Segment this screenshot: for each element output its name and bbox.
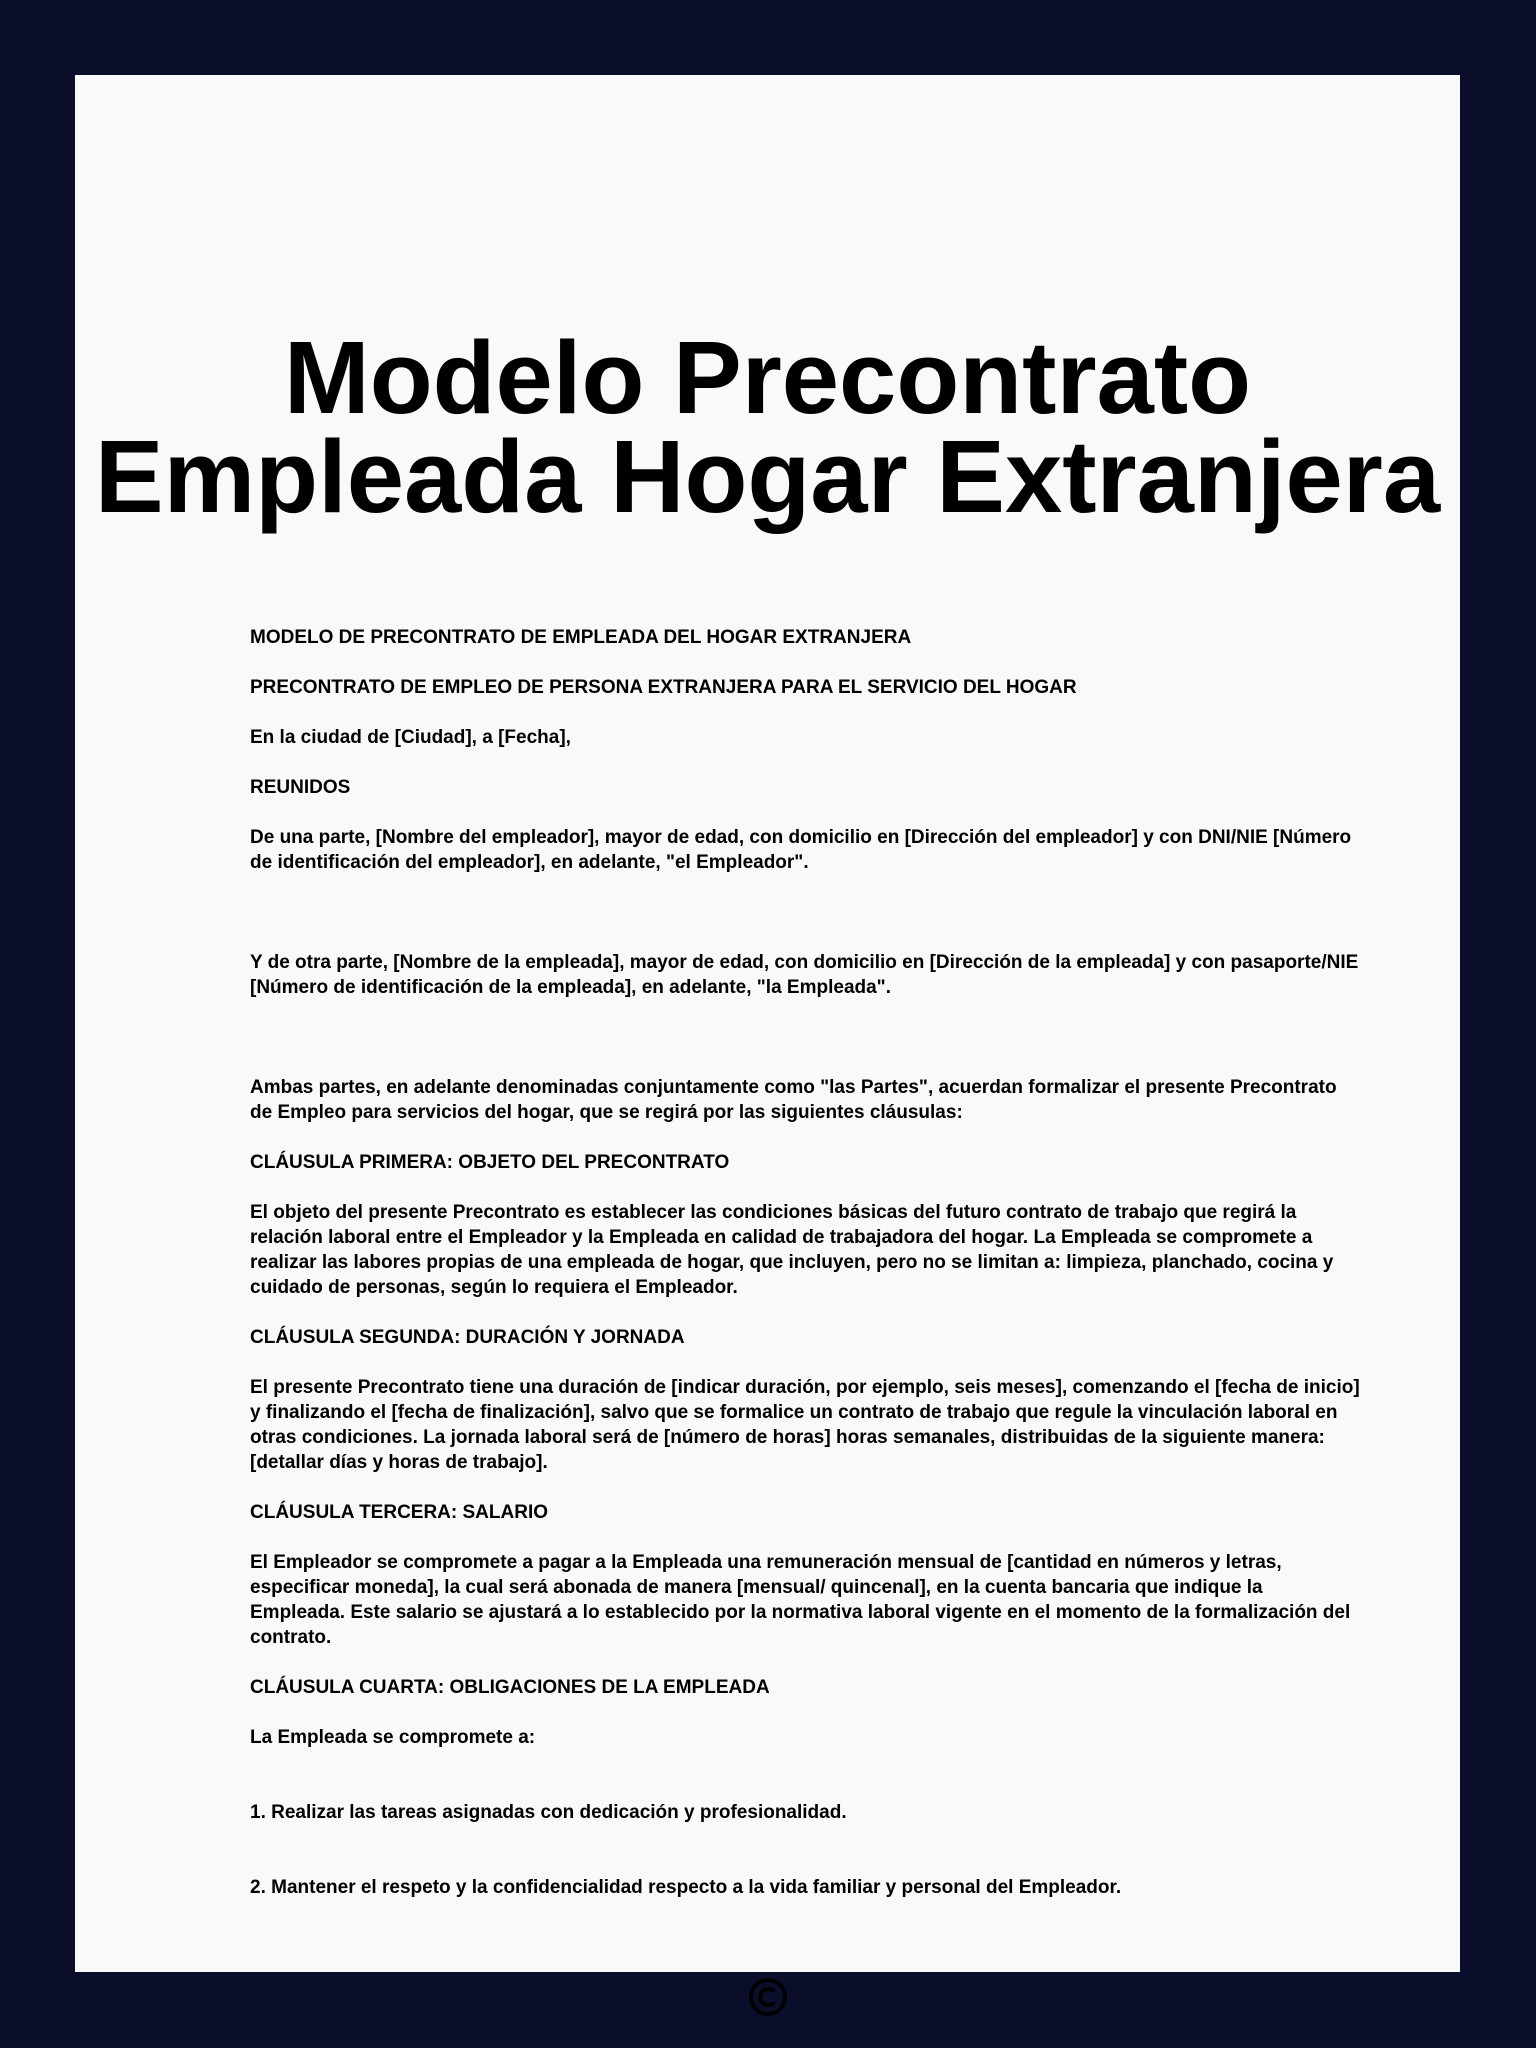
obligation-item-2: 2. Mantener el respeto y la confidencialidad respecto a la vida familiar y personal del Empleador. xyxy=(250,1877,1122,1898)
clause-1-heading: CLÁUSULA PRIMERA: OBJETO DEL PRECONTRATO xyxy=(250,1152,730,1173)
employer-party-paragraph: De una parte, [Nombre del empleador], mayor de edad, con domicilio en [Dirección del empleador] y con DNI/NIE [Número de identificación del empleador], en adelante, "el Empleador". xyxy=(250,827,1352,873)
clause-1-text: El objeto del presente Precontrato es establecer las condiciones básicas del futuro contrato de trabajo que regirá la relación laboral entre el Empleador y la Empleada en calidad de trabajadora del hogar. La Empleada se compromete a realizar las labores propias de una empleada de hogar, que incluyen, pero no se limitan a: limpieza, planchado, cocina y cuidado de personas, según lo requiera el Empleador. xyxy=(250,1202,1334,1298)
agreement-paragraph: Ambas partes, en adelante denominadas conjuntamente como "las Partes", acuerdan formalizar el presente Precontrato de Empleo para servicios del hogar, que se regirá por las siguientes cláusulas: xyxy=(250,1077,1337,1123)
title-line-1: Modelo Precontrato xyxy=(283,320,1252,435)
document-body xyxy=(250,625,1360,1925)
clause-3-heading: CLÁUSULA TERCERA: SALARIO xyxy=(250,1502,549,1523)
clause-4-heading: CLÁUSULA CUARTA: OBLIGACIONES DE LA EMPLEADA xyxy=(250,1677,770,1698)
document-heading: MODELO DE PRECONTRATO DE EMPLEADA DEL HOGAR EXTRANJERA xyxy=(250,627,912,648)
copyright-footer xyxy=(75,1977,1460,2022)
obligation-item-1: 1. Realizar las tareas asignadas con dedicación y profesionalidad. xyxy=(250,1802,847,1823)
clause-3-text: El Empleador se compromete a pagar a la Empleada una remuneración mensual de [cantidad en números y letras, especificar moneda], la cual será abonada de manera [mensual/ quincenal], en la cuenta bancaria que indique la Empleada. Este salario se ajustará a lo establecido por la normativa laboral vigente en el momento de la formalización del contrato. xyxy=(250,1552,1351,1648)
document-title xyxy=(75,320,1460,534)
clause-2-heading: CLÁUSULA SEGUNDA: DURACIÓN Y JORNADA xyxy=(250,1327,685,1348)
title-line-2: Empleada Hogar Extranjera xyxy=(94,419,1441,534)
place-date-line: En la ciudad de [Ciudad], a [Fecha], xyxy=(250,727,571,748)
document-subheading: PRECONTRATO DE EMPLEO DE PERSONA EXTRANJERA PARA EL SERVICIO DEL HOGAR xyxy=(250,677,1077,698)
employee-party-paragraph: Y de otra parte, [Nombre de la empleada], mayor de edad, con domicilio en [Dirección de la empleada] y con pasaporte/NIE [Número de identificación de la empleada], en adelante, "la Empleada". xyxy=(250,952,1359,998)
clause-2-text: El presente Precontrato tiene una duración de [indicar duración, por ejemplo, seis meses], comenzando el [fecha de inicio] y finalizando el [fecha de finalización], salvo que se formalice un contrato de trabajo que regule la vinculación laboral en otras condiciones. La jornada laboral será de [número de horas] horas semanales, distribuidas de la siguiente manera: [detallar días y horas de trabajo]. xyxy=(250,1377,1360,1473)
document-page xyxy=(75,75,1460,1972)
clause-4-intro: La Empleada se compromete a: xyxy=(250,1727,536,1748)
section-heading-reunidos: REUNIDOS xyxy=(250,777,351,798)
copyright-icon xyxy=(748,1977,788,2017)
